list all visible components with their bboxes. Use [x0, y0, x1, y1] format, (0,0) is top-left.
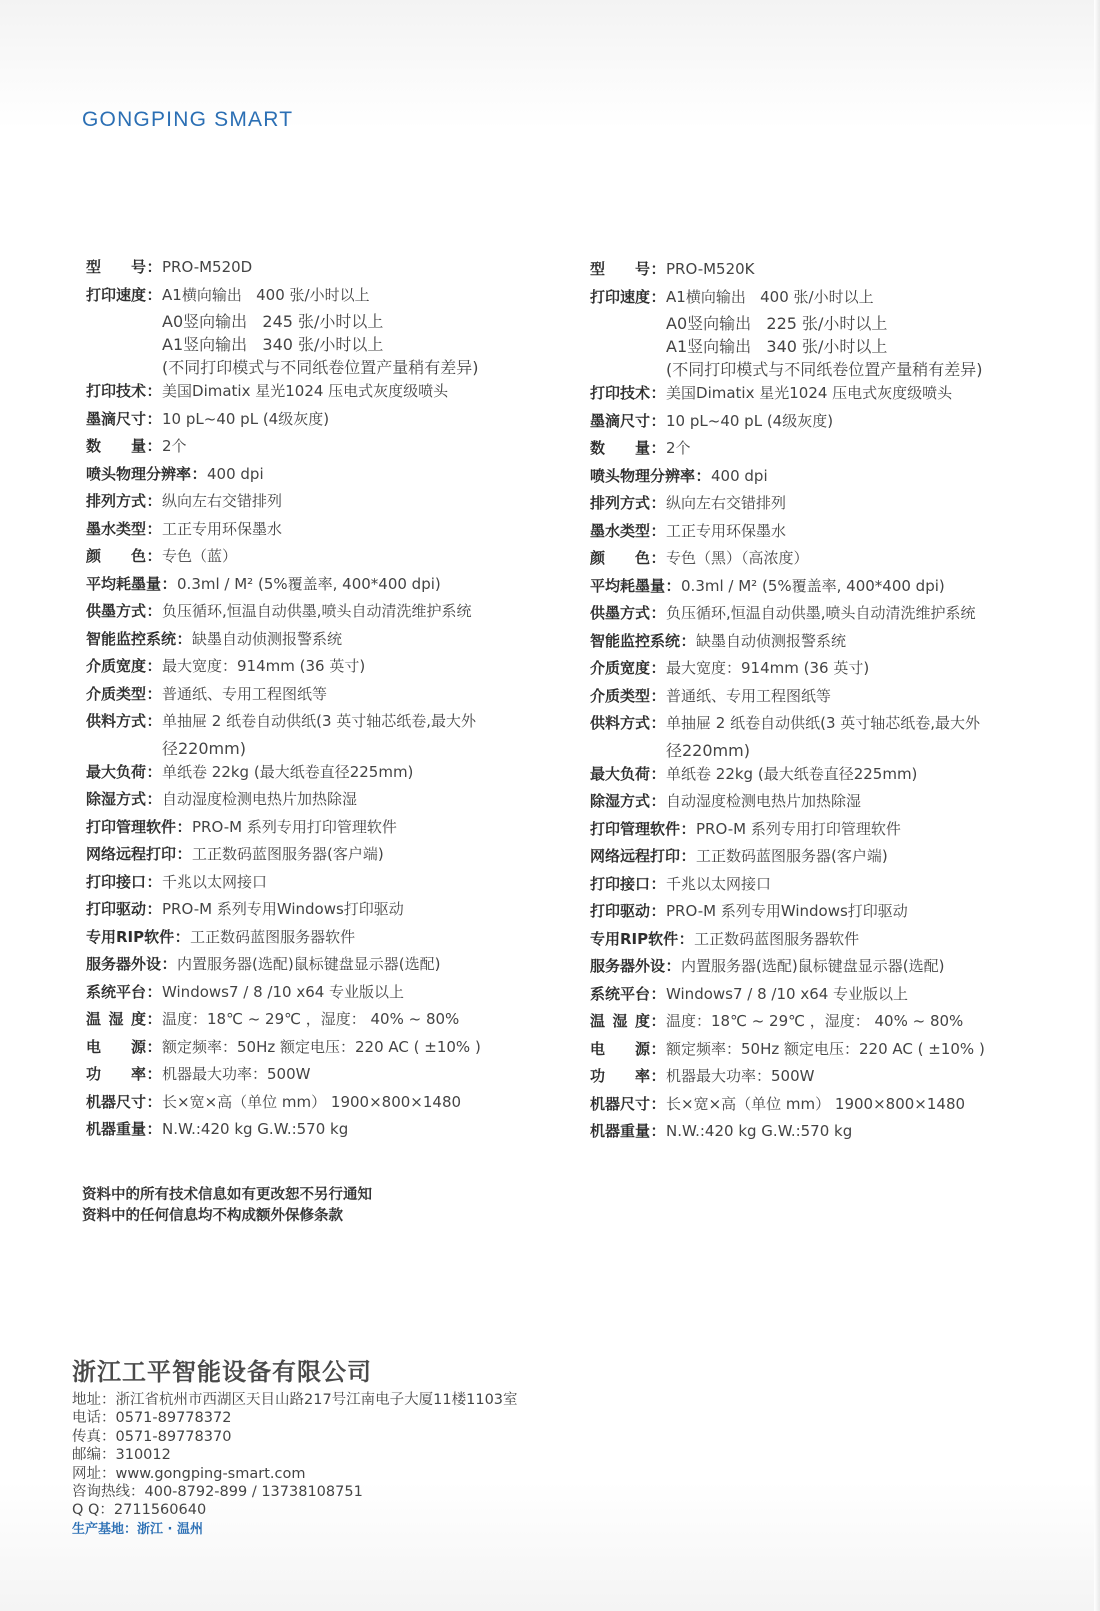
company-hotline: 咨询热线：400-8792-899 / 13738108751 — [72, 1484, 363, 1501]
spec-label: 打印技术 — [86, 382, 147, 400]
spec-continuation: A0竖向输出 225 张/小时以上 — [666, 314, 888, 333]
spec-row — [86, 653, 526, 681]
spec-value: PRO-M 系列专用打印管理软件 — [192, 817, 397, 836]
spec-row — [590, 981, 1030, 1009]
spec-row — [86, 1061, 526, 1089]
spec-row — [86, 708, 526, 736]
spec-value: 单抽屉 2 纸卷自动供纸(3 英寸轴芯纸卷,最大外 — [162, 712, 477, 730]
spec-value: 内置服务器(选配)鼠标键盘显示器(选配) — [681, 957, 945, 975]
spec-colon: ： — [146, 1092, 162, 1111]
spec-row — [86, 461, 526, 489]
spec-colon: ： — [650, 1094, 666, 1113]
spec-label: 排列方式 — [590, 494, 651, 512]
spec-value: 专色（黑）（高浓度） — [666, 549, 809, 567]
spec-colon: ： — [650, 902, 666, 920]
spec-colon: ： — [146, 1065, 162, 1083]
spec-colon: ： — [665, 957, 681, 975]
spec-row — [86, 951, 526, 979]
spec-colon: ： — [146, 684, 162, 703]
spec-row — [86, 814, 526, 842]
spec-colon: ： — [146, 382, 162, 400]
spec-row — [86, 841, 526, 869]
spec-label: 智能监控系统 — [590, 631, 681, 650]
spec-row — [590, 816, 1030, 844]
spec-row — [86, 759, 526, 787]
spec-label: 介质宽度 — [86, 657, 147, 675]
spec-label: 机器尺寸 — [86, 1092, 147, 1111]
spec-value: 0.3ml / M² (5%覆盖率, 400*400 dpi) — [681, 576, 945, 595]
spec-colon: ： — [146, 437, 162, 455]
spec-row — [590, 871, 1030, 899]
spec-row — [590, 683, 1030, 711]
spec-colon: ： — [650, 659, 666, 677]
spec-value: 工正数码蓝图服务器软件 — [190, 927, 356, 946]
spec-row — [590, 788, 1030, 816]
spec-colon: ： — [146, 1037, 162, 1056]
spec-value: 单抽屉 2 纸卷自动供纸(3 英寸轴芯纸卷,最大外 — [666, 714, 981, 732]
spec-label: 墨水类型 — [590, 521, 651, 540]
spec-colon: ： — [176, 845, 192, 863]
spec-colon: ： — [146, 285, 162, 304]
company-phone: 电话：0571-89778372 — [72, 1410, 232, 1427]
spec-colon: ： — [146, 547, 162, 565]
spec-row — [590, 953, 1030, 981]
spec-colon: ： — [146, 409, 162, 428]
spec-colon: ： — [650, 439, 666, 457]
spec-row — [590, 490, 1030, 518]
spec-colon: ： — [650, 384, 666, 402]
spec-label: 型 号 — [86, 258, 146, 276]
spec-label: 供墨方式 — [590, 604, 651, 622]
spec-value: 自动湿度检测电热片加热除湿 — [162, 790, 358, 808]
spec-value: 2个 — [666, 439, 691, 457]
spec-colon: ： — [680, 847, 696, 865]
spec-row — [590, 1091, 1030, 1119]
spec-value: 纵向左右交错排列 — [162, 492, 283, 510]
spec-row — [86, 282, 526, 310]
spec-row — [86, 1089, 526, 1117]
spec-row — [86, 1006, 526, 1034]
spec-value: PRO-M520D — [162, 258, 253, 276]
spec-value: 普通纸、专用工程图纸等 — [666, 686, 832, 705]
spec-label: 颜 色 — [86, 547, 146, 565]
spec-colon: ： — [146, 872, 162, 891]
spec-colon: ： — [650, 1067, 666, 1085]
spec-value: 温度：18℃ ~ 29℃ ，湿度： 40% ~ 80% — [666, 1012, 964, 1030]
spec-value: 工正专用环保墨水 — [666, 521, 787, 540]
spec-label: 型 号 — [590, 260, 650, 278]
spec-label: 专用RIP软件 — [86, 927, 175, 946]
spec-continuation: (不同打印模式与不同纸卷位置产量稍有差异) — [162, 358, 479, 377]
spec-value: 机器最大功率：500W — [162, 1065, 311, 1083]
spec-value: 美国Dimatix 星光1024 压电式灰度级喷头 — [162, 382, 449, 400]
spec-value: 额定频率：50Hz 额定电压：220 AC ( ±10% ) — [666, 1039, 985, 1058]
spec-value: 最大宽度：914mm (36 英寸) — [162, 657, 366, 675]
spec-colon: ： — [146, 519, 162, 538]
spec-value: 千兆以太网接口 — [666, 874, 772, 893]
spec-colon: ： — [146, 657, 162, 675]
spec-row — [86, 681, 526, 709]
spec-row — [86, 433, 526, 461]
spec-label: 网络远程打印 — [590, 847, 681, 865]
spec-row — [590, 1008, 1030, 1036]
spec-value: 长×宽×高（单位 mm） 1900×800×1480 — [666, 1094, 966, 1113]
spec-row — [86, 626, 526, 654]
spec-colon: ： — [146, 762, 162, 781]
spec-row — [86, 543, 526, 571]
spec-value: 10 pL~40 pL (4级灰度) — [162, 409, 330, 428]
spec-label: 平均耗墨量 — [590, 576, 666, 595]
spec-label: 服务器外设 — [86, 955, 162, 973]
company-website: 网址：www.gongping-smart.com — [72, 1465, 306, 1482]
spec-colon: ： — [650, 411, 666, 430]
spec-label: 除湿方式 — [590, 792, 651, 810]
spec-colon: ： — [650, 764, 666, 783]
spec-continuation: A1竖向输出 340 张/小时以上 — [666, 337, 888, 356]
spec-label: 系统平台 — [590, 984, 651, 1003]
spec-row — [86, 571, 526, 599]
spec-value: Windows7 / 8 /10 x64 专业版以上 — [666, 984, 909, 1003]
spec-row — [590, 600, 1030, 628]
spec-label: 电 源 — [86, 1037, 146, 1056]
spec-colon: ： — [174, 927, 190, 946]
spec-label: 供墨方式 — [86, 602, 147, 620]
spec-label: 电 源 — [590, 1039, 650, 1058]
spec-value: 最大宽度：914mm (36 英寸) — [666, 659, 870, 677]
spec-value: 400 dpi — [207, 464, 264, 483]
spec-row — [86, 896, 526, 924]
spec-value: 单纸卷 22kg (最大纸卷直径225mm) — [666, 764, 918, 783]
spec-table-pro-m520d — [86, 254, 526, 1144]
spec-colon: ： — [650, 494, 666, 512]
spec-label: 温 湿 度 — [590, 1012, 650, 1030]
disclaimer-line: 资料中的所有技术信息如有更改恕不另行通知 — [82, 1187, 372, 1203]
spec-label: 打印驱动 — [86, 900, 147, 918]
spec-colon: ： — [650, 686, 666, 705]
spec-label: 喷头物理分辨率 — [590, 466, 696, 485]
spec-colon: ： — [146, 790, 162, 808]
spec-row — [590, 545, 1030, 573]
spec-row — [86, 516, 526, 544]
spec-label: 除湿方式 — [86, 790, 147, 808]
spec-colon: ： — [146, 900, 162, 918]
spec-colon: ： — [146, 1120, 162, 1138]
spec-value: 2个 — [162, 437, 187, 455]
company-fax: 传真：0571-89778370 — [72, 1428, 232, 1445]
spec-colon: ： — [650, 1039, 666, 1058]
spec-value: 工正数码蓝图服务器(客户端) — [192, 845, 384, 863]
spec-row — [86, 1116, 526, 1144]
spec-label: 温 湿 度 — [86, 1010, 146, 1028]
brand-logo-text: GONGPING SMART — [82, 108, 294, 131]
spec-label: 喷头物理分辨率 — [86, 464, 192, 483]
spec-continuation: A1竖向输出 340 张/小时以上 — [162, 335, 384, 354]
spec-value: 负压循环,恒温自动供墨,喷头自动清洗维护系统 — [666, 604, 976, 622]
spec-row — [590, 843, 1030, 871]
disclaimer-line: 资料中的任何信息均不构成额外保修条款 — [82, 1208, 343, 1224]
spec-value: A1横向输出 400 张/小时以上 — [162, 285, 370, 304]
spec-value: 美国Dimatix 星光1024 压电式灰度级喷头 — [666, 384, 953, 402]
spec-row — [86, 1034, 526, 1062]
spec-colon: ： — [146, 258, 162, 276]
spec-value: 缺墨自动侦测报警系统 — [192, 629, 343, 648]
spec-row — [590, 761, 1030, 789]
spec-label: 介质宽度 — [590, 659, 651, 677]
spec-colon: ： — [650, 287, 666, 306]
spec-row — [590, 573, 1030, 601]
spec-label: 打印管理软件 — [590, 819, 681, 838]
spec-value: 负压循环,恒温自动供墨,喷头自动清洗维护系统 — [162, 602, 472, 620]
production-base: 生产基地：浙江 · 温州 — [72, 1521, 203, 1537]
spec-colon: ： — [191, 464, 207, 483]
company-info — [72, 1352, 518, 1540]
spec-label: 服务器外设 — [590, 957, 666, 975]
spec-colon: ： — [146, 712, 162, 730]
spec-label: 介质类型 — [590, 686, 651, 705]
spec-colon: ： — [146, 492, 162, 510]
spec-row — [590, 408, 1030, 436]
spec-colon: ： — [650, 714, 666, 732]
spec-continuation: (不同打印模式与不同纸卷位置产量稍有差异) — [666, 360, 983, 379]
spec-colon: ： — [161, 955, 177, 973]
spec-value: 普通纸、专用工程图纸等 — [162, 684, 328, 703]
spec-label: 墨滴尺寸 — [590, 411, 651, 430]
spec-colon: ： — [650, 549, 666, 567]
spec-colon: ： — [161, 574, 177, 593]
spec-label: 打印管理软件 — [86, 817, 177, 836]
spec-label: 打印速度 — [86, 285, 147, 304]
spec-value: 内置服务器(选配)鼠标键盘显示器(选配) — [177, 955, 441, 973]
company-postcode: 邮编：310012 — [72, 1447, 171, 1464]
spec-row — [590, 1036, 1030, 1064]
spec-value: 400 dpi — [711, 466, 768, 485]
spec-label: 平均耗墨量 — [86, 574, 162, 593]
spec-value: 纵向左右交错排列 — [666, 494, 787, 512]
spec-colon: ： — [680, 631, 696, 650]
spec-colon: ： — [650, 792, 666, 810]
spec-label: 最大负荷 — [86, 762, 147, 781]
spec-colon: ： — [665, 576, 681, 595]
spec-label: 网络远程打印 — [86, 845, 177, 863]
spec-value: A1横向输出 400 张/小时以上 — [666, 287, 874, 306]
spec-colon: ： — [650, 984, 666, 1003]
spec-value: PRO-M 系列专用Windows打印驱动 — [666, 902, 908, 920]
spec-value: 自动湿度检测电热片加热除湿 — [666, 792, 862, 810]
spec-colon: ： — [695, 466, 711, 485]
spec-row — [86, 488, 526, 516]
spec-label: 智能监控系统 — [86, 629, 177, 648]
spec-row — [590, 655, 1030, 683]
spec-label: 打印接口 — [86, 872, 147, 891]
spec-value: 0.3ml / M² (5%覆盖率, 400*400 dpi) — [177, 574, 441, 593]
spec-colon: ： — [146, 982, 162, 1001]
spec-colon: ： — [650, 521, 666, 540]
disclaimer — [82, 1185, 372, 1227]
spec-row — [86, 786, 526, 814]
spec-value: PRO-M520K — [666, 260, 755, 278]
company-qq: Q Q：2711560640 — [72, 1502, 207, 1519]
spec-value: 10 pL~40 pL (4级灰度) — [666, 411, 834, 430]
spec-value: 工正数码蓝图服务器软件 — [694, 929, 860, 948]
spec-colon: ： — [146, 1010, 162, 1028]
page-edge-shadow — [1094, 0, 1100, 1611]
spec-label: 功 率 — [590, 1067, 650, 1085]
spec-value: 长×宽×高（单位 mm） 1900×800×1480 — [162, 1092, 462, 1111]
spec-label: 机器尺寸 — [590, 1094, 651, 1113]
spec-label: 供料方式 — [86, 712, 147, 730]
spec-value: 缺墨自动侦测报警系统 — [696, 631, 847, 650]
spec-value: 工正专用环保墨水 — [162, 519, 283, 538]
spec-row — [590, 926, 1030, 954]
spec-value: N.W.:420 kg G.W.:570 kg — [162, 1120, 349, 1138]
spec-row — [590, 628, 1030, 656]
spec-label: 机器重量 — [86, 1120, 147, 1138]
spec-value: Windows7 / 8 /10 x64 专业版以上 — [162, 982, 405, 1001]
spec-row — [590, 1118, 1030, 1146]
spec-label: 颜 色 — [590, 549, 650, 567]
spec-colon: ： — [176, 817, 192, 836]
spec-colon: ： — [176, 629, 192, 648]
spec-colon: ： — [678, 929, 694, 948]
spec-label: 供料方式 — [590, 714, 651, 732]
spec-value: PRO-M 系列专用打印管理软件 — [696, 819, 901, 838]
spec-row — [590, 1063, 1030, 1091]
spec-row — [590, 284, 1030, 312]
spec-label: 数 量 — [86, 437, 146, 455]
spec-row — [86, 869, 526, 897]
spec-value: N.W.:420 kg G.W.:570 kg — [666, 1122, 853, 1140]
spec-label: 介质类型 — [86, 684, 147, 703]
spec-label: 墨滴尺寸 — [86, 409, 147, 428]
spec-value: 单纸卷 22kg (最大纸卷直径225mm) — [162, 762, 414, 781]
spec-label: 打印接口 — [590, 874, 651, 893]
spec-row — [590, 380, 1030, 408]
spec-table-pro-m520k — [590, 256, 1030, 1146]
spec-row — [86, 979, 526, 1007]
spec-label: 功 率 — [86, 1065, 146, 1083]
spec-value: 千兆以太网接口 — [162, 872, 268, 891]
spec-row — [590, 710, 1030, 738]
spec-colon: ： — [680, 819, 696, 838]
spec-colon: ： — [650, 874, 666, 893]
spec-label: 最大负荷 — [590, 764, 651, 783]
spec-colon: ： — [146, 602, 162, 620]
spec-row — [590, 256, 1030, 284]
spec-colon: ： — [650, 1012, 666, 1030]
spec-label: 打印速度 — [590, 287, 651, 306]
spec-row — [86, 924, 526, 952]
spec-continuation: A0竖向输出 245 张/小时以上 — [162, 312, 384, 331]
spec-row — [86, 598, 526, 626]
spec-continuation: 径220mm) — [162, 738, 246, 758]
company-address: 地址：浙江省杭州市西湖区天目山路217号江南电子大厦11楼1103室 — [72, 1392, 518, 1408]
spec-colon: ： — [650, 604, 666, 622]
spec-label: 排列方式 — [86, 492, 147, 510]
spec-row — [590, 898, 1030, 926]
spec-row — [86, 378, 526, 406]
spec-label: 打印技术 — [590, 384, 651, 402]
spec-row — [590, 518, 1030, 546]
spec-label: 专用RIP软件 — [590, 929, 679, 948]
spec-row — [86, 406, 526, 434]
spec-value: 温度：18℃ ~ 29℃ ，湿度： 40% ~ 80% — [162, 1010, 460, 1028]
spec-value: 机器最大功率：500W — [666, 1067, 815, 1085]
spec-value: PRO-M 系列专用Windows打印驱动 — [162, 900, 404, 918]
spec-value: 专色（蓝） — [162, 547, 238, 565]
spec-value: 工正数码蓝图服务器(客户端) — [696, 847, 888, 865]
spec-label: 墨水类型 — [86, 519, 147, 538]
spec-colon: ： — [650, 1122, 666, 1140]
spec-label: 系统平台 — [86, 982, 147, 1001]
spec-row — [590, 463, 1030, 491]
spec-label: 机器重量 — [590, 1122, 651, 1140]
spec-row — [86, 254, 526, 282]
spec-label: 打印驱动 — [590, 902, 651, 920]
company-name: 浙江工平智能设备有限公司 — [72, 1358, 372, 1386]
spec-value: 额定频率：50Hz 额定电压：220 AC ( ±10% ) — [162, 1037, 481, 1056]
spec-label: 数 量 — [590, 439, 650, 457]
spec-row — [590, 435, 1030, 463]
spec-colon: ： — [650, 260, 666, 278]
spec-continuation: 径220mm) — [666, 740, 750, 760]
